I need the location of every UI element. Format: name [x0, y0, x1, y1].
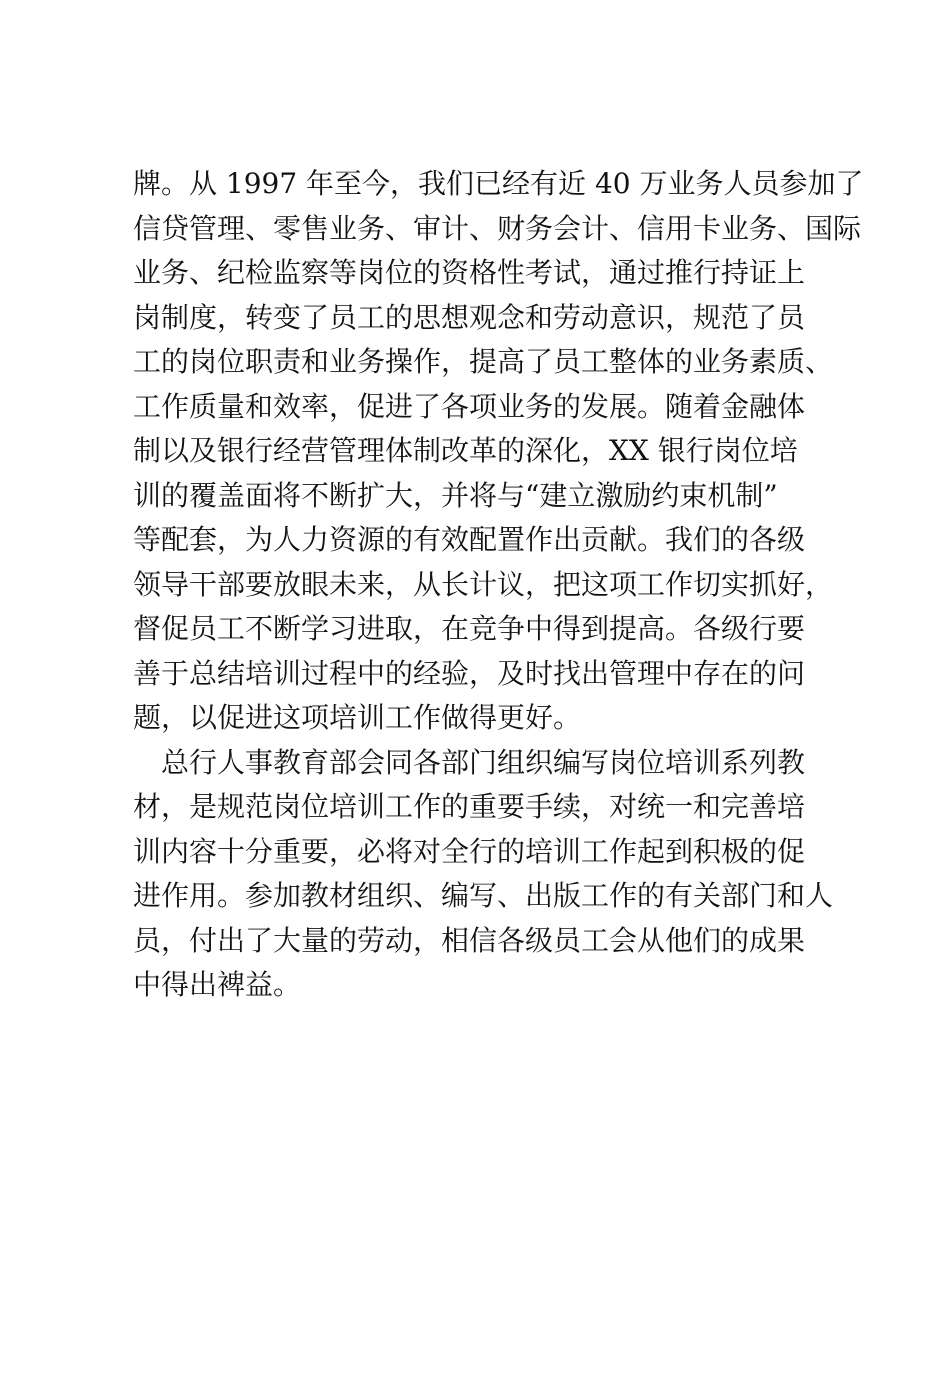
text-line: 业务、纪检监察等岗位的资格性考试，通过推行持证上 — [133, 256, 806, 289]
text-line: 等配套，为人力资源的有效配置作出贡献。我们的各级 — [133, 523, 806, 556]
text-line: 制以及银行经营管理体制改革的深化，XX 银行岗位培 — [133, 434, 798, 467]
text-line: 中得出裨益。 — [133, 968, 302, 1001]
text-line: 岗制度，转变了员工的思想观念和劳动意识，规范了员 — [133, 300, 806, 334]
text-line: 训内容十分重要，必将对全行的培训工作起到积极的促 — [133, 834, 806, 868]
text-line: 善于总结培训过程中的经验，及时找出管理中存在的问 — [133, 656, 806, 690]
text-line: 材，是规范岗位培训工作的重要手续，对统一和完善培 — [133, 790, 806, 823]
text-line: 训的覆盖面将不断扩大，并将与“建立激励约束机制” — [133, 478, 778, 512]
paragraph — [133, 741, 833, 1008]
text-line: 督促员工不断学习进取，在竞争中得到提高。各级行要 — [133, 612, 806, 645]
text-line: 工作质量和效率，促进了各项业务的发展。随着金融体 — [133, 389, 806, 423]
text-line: 员，付出了大量的劳动，相信各级员工会从他们的成果 — [133, 923, 806, 957]
body-text — [133, 162, 864, 1008]
text-line: 领导干部要放眼未来，从长计议，把这项工作切实抓好， — [133, 567, 834, 601]
text-line: 信贷管理、零售业务、审计、财务会计、信用卡业务、国际 — [133, 211, 862, 245]
text-line: 题，以促进这项培训工作做得更好。 — [133, 701, 582, 734]
text-line: 总行人事教育部会同各部门组织编写岗位培训系列教 — [161, 745, 806, 779]
text-line: 牌。从 1997 年至今，我们已经有近 40 万业务人员参加了 — [133, 167, 864, 200]
paragraph — [133, 162, 864, 741]
text-line: 进作用。参加教材组织、编写、出版工作的有关部门和人 — [133, 879, 834, 912]
text-line: 工的岗位职责和业务操作，提高了员工整体的业务素质、 — [133, 345, 834, 378]
